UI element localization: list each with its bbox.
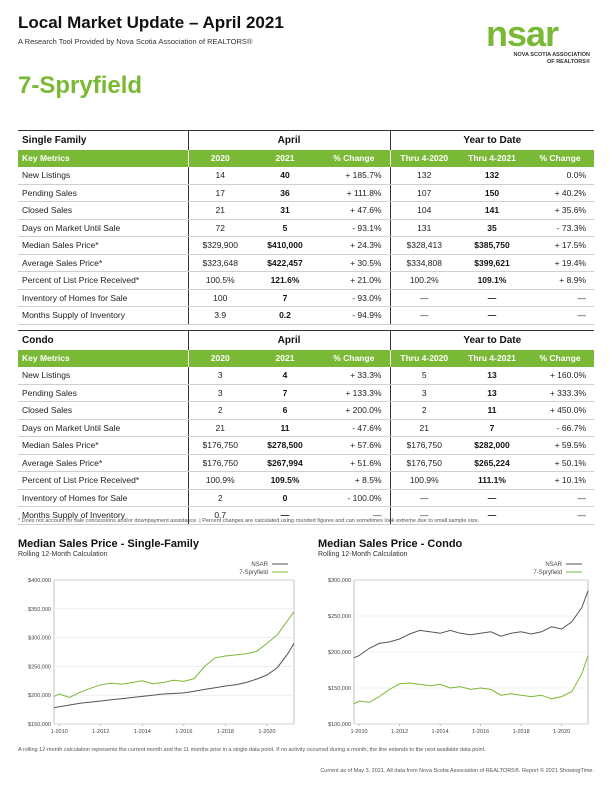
table-row	[18, 219, 594, 237]
metric-value: 141	[458, 202, 526, 220]
metric-value: $329,900	[188, 237, 252, 255]
metric-value: 131	[390, 219, 458, 237]
metric-value: + 111.8%	[318, 184, 390, 202]
col-header: Thru 4-2021	[458, 150, 526, 167]
metric-value: —	[252, 507, 318, 525]
metric-name: Days on Market Until Sale	[18, 219, 188, 237]
table-row	[18, 472, 594, 490]
y-tick-label: $300,000	[28, 635, 51, 642]
metric-value: 2	[188, 402, 252, 420]
metric-value: + 17.5%	[526, 237, 594, 255]
table-row	[18, 384, 594, 402]
col-header: % Change	[318, 150, 390, 167]
metric-value: 13	[458, 367, 526, 385]
chart-title: Median Sales Price - Condo	[318, 538, 463, 550]
metric-value: + 133.3%	[318, 384, 390, 402]
metric-value: - 93.1%	[318, 219, 390, 237]
metric-value: + 8.5%	[318, 472, 390, 490]
metric-value: + 51.6%	[318, 454, 390, 472]
metric-value: + 10.1%	[526, 472, 594, 490]
metric-value: + 21.0%	[318, 272, 390, 290]
metric-value: $176,750	[390, 454, 458, 472]
metric-value: 21	[390, 419, 458, 437]
metric-value: —	[390, 289, 458, 307]
metric-name: Percent of List Price Received*	[18, 472, 188, 490]
x-tick-label: 1-2018	[216, 729, 234, 735]
metric-value: 3	[188, 384, 252, 402]
metric-value: + 200.0%	[318, 402, 390, 420]
metric-value: 6	[252, 402, 318, 420]
metric-value: 0.0%	[526, 167, 594, 185]
y-tick-label: $300,000	[328, 578, 351, 584]
metric-value: 11	[252, 419, 318, 437]
metric-name: Average Sales Price*	[18, 254, 188, 272]
metric-value: 0.7	[188, 507, 252, 525]
metric-value: $422,457	[252, 254, 318, 272]
logo-line-2: OF REALTORS®	[547, 59, 590, 65]
metric-value: $265,224	[458, 454, 526, 472]
metric-value: $176,750	[188, 454, 252, 472]
metric-value: 40	[252, 167, 318, 185]
y-tick-label: $350,000	[28, 606, 51, 613]
metric-value: —	[390, 507, 458, 525]
metric-value: 100	[188, 289, 252, 307]
metric-value: 7	[252, 289, 318, 307]
x-tick-label: 1-2012	[391, 729, 409, 735]
metric-value: 104	[390, 202, 458, 220]
col-header: Key Metrics	[18, 350, 188, 367]
metric-value: —	[526, 289, 594, 307]
y-tick-label: $200,000	[328, 650, 351, 656]
footnote: * Does not account for sale concessions and/or downpayment assistance. | Percent changes are calculated using rounded figures and can sometimes look extreme due to small sample size.	[18, 518, 480, 524]
metric-value: + 30.5%	[318, 254, 390, 272]
y-tick-label: $150,000	[328, 686, 351, 692]
metric-value: 14	[188, 167, 252, 185]
metric-value: 2	[390, 402, 458, 420]
metric-value: + 40.2%	[526, 184, 594, 202]
metric-value: + 59.5%	[526, 437, 594, 455]
metric-value: 109.1%	[458, 272, 526, 290]
metric-value: $267,994	[252, 454, 318, 472]
metric-name: Median Sales Price*	[18, 237, 188, 255]
metric-name: Inventory of Homes for Sale	[18, 489, 188, 507]
logo-line-1: NOVA SCOTIA ASSOCIATION	[513, 52, 590, 58]
group-ytd: Year to Date	[390, 331, 594, 350]
legend-label: 7-Spryfield	[239, 570, 268, 576]
group-month: April	[188, 131, 390, 150]
y-tick-label: $400,000	[28, 578, 51, 584]
metric-value: 21	[188, 202, 252, 220]
metric-value: - 94.9%	[318, 307, 390, 325]
metric-name: Percent of List Price Received*	[18, 272, 188, 290]
metric-name: New Listings	[18, 167, 188, 185]
metric-value: - 73.3%	[526, 219, 594, 237]
series-line-1	[54, 612, 294, 698]
legend-label: 7-Spryfield	[533, 570, 562, 576]
table-row	[18, 272, 594, 290]
metric-value: 3.9	[188, 307, 252, 325]
y-tick-label: $250,000	[28, 664, 51, 671]
y-tick-label: $150,000	[28, 722, 51, 728]
metric-value: 17	[188, 184, 252, 202]
metric-name: New Listings	[18, 367, 188, 385]
report-title: Local Market Update – April 2021	[18, 13, 284, 32]
table-row	[18, 489, 594, 507]
metric-value: - 93.0%	[318, 289, 390, 307]
chart-single-family	[18, 538, 300, 738]
metric-value: - 47.6%	[318, 419, 390, 437]
metric-name: Pending Sales	[18, 184, 188, 202]
table-row	[18, 307, 594, 325]
metric-value: —	[318, 507, 390, 525]
metric-name: Closed Sales	[18, 402, 188, 420]
table-row	[18, 454, 594, 472]
metric-value: —	[526, 307, 594, 325]
table-row	[18, 184, 594, 202]
metric-name: Median Sales Price*	[18, 437, 188, 455]
metric-value: 13	[458, 384, 526, 402]
col-header: Thru 4-2020	[390, 350, 458, 367]
y-tick-label: $200,000	[28, 693, 51, 700]
metric-value: + 333.3%	[526, 384, 594, 402]
x-tick-label: 1-2018	[512, 729, 530, 735]
logo-wordmark: nsar	[486, 13, 559, 54]
metric-value: 3	[188, 367, 252, 385]
col-header: Thru 4-2020	[390, 150, 458, 167]
metric-value: + 57.6%	[318, 437, 390, 455]
col-header: 2020	[188, 350, 252, 367]
metric-value: $399,621	[458, 254, 526, 272]
metric-value: 132	[458, 167, 526, 185]
col-header: 2021	[252, 150, 318, 167]
chart-condo	[318, 538, 600, 738]
group-month: April	[188, 331, 390, 350]
metric-name: Days on Market Until Sale	[18, 419, 188, 437]
metric-value: $278,500	[252, 437, 318, 455]
single-family-table	[18, 130, 594, 325]
chart-subtitle: Rolling 12-Month Calculation	[18, 551, 108, 558]
metric-value: $410,000	[252, 237, 318, 255]
metric-value: —	[390, 489, 458, 507]
metric-value: 100.9%	[188, 472, 252, 490]
metric-value: 2	[188, 489, 252, 507]
metric-value: 3	[390, 384, 458, 402]
metric-value: 100.9%	[390, 472, 458, 490]
x-tick-label: 1-2014	[133, 729, 151, 735]
metric-value: + 50.1%	[526, 454, 594, 472]
metric-value: $282,000	[458, 437, 526, 455]
metric-value: $385,750	[458, 237, 526, 255]
metric-value: 35	[458, 219, 526, 237]
metric-value: - 100.0%	[318, 489, 390, 507]
y-tick-label: $100,000	[328, 722, 351, 728]
metric-value: 132	[390, 167, 458, 185]
metric-value: 72	[188, 219, 252, 237]
metric-value: 36	[252, 184, 318, 202]
metric-value: + 47.6%	[318, 202, 390, 220]
metric-value: $176,750	[390, 437, 458, 455]
report-subtitle: A Research Tool Provided by Nova Scotia Association of REALTORS®	[18, 37, 253, 46]
table-row	[18, 254, 594, 272]
metric-value: + 19.4%	[526, 254, 594, 272]
metric-value: + 450.0%	[526, 402, 594, 420]
x-tick-label: 1-2010	[350, 729, 368, 735]
x-tick-label: 1-2020	[258, 729, 276, 735]
metric-name: Closed Sales	[18, 202, 188, 220]
legend-label: NSAR	[251, 562, 268, 568]
metric-value: + 33.3%	[318, 367, 390, 385]
metric-name: Pending Sales	[18, 384, 188, 402]
metric-value: 31	[252, 202, 318, 220]
x-tick-label: 1-2014	[431, 729, 449, 735]
metric-value: 111.1%	[458, 472, 526, 490]
metric-value: —	[458, 507, 526, 525]
series-line-0	[54, 643, 294, 708]
metric-value: + 160.0%	[526, 367, 594, 385]
col-header: Thru 4-2021	[458, 350, 526, 367]
nsar-logo	[486, 13, 596, 66]
table-row	[18, 419, 594, 437]
section-label: Condo	[18, 331, 188, 350]
metric-value: 121.6%	[252, 272, 318, 290]
y-tick-label: $250,000	[328, 614, 351, 620]
table-row	[18, 167, 594, 185]
series-line-1	[354, 656, 588, 704]
metric-value: —	[458, 489, 526, 507]
chart-svg	[18, 560, 300, 738]
col-header: % Change	[526, 350, 594, 367]
metric-name: Inventory of Homes for Sale	[18, 289, 188, 307]
table-row	[18, 402, 594, 420]
metric-name: Months Supply of Inventory	[18, 307, 188, 325]
chart-title: Median Sales Price - Single-Family	[18, 538, 199, 550]
section-label: Single Family	[18, 131, 188, 150]
condo-table	[18, 330, 594, 525]
metric-value: —	[390, 307, 458, 325]
metric-value: $334,808	[390, 254, 458, 272]
metric-value: 7	[252, 384, 318, 402]
metric-value: 5	[390, 367, 458, 385]
metric-value: 0.2	[252, 307, 318, 325]
area-title: 7-Spryfield	[18, 72, 143, 99]
x-tick-label: 1-2016	[472, 729, 490, 735]
metric-value: —	[526, 489, 594, 507]
metric-value: 150	[458, 184, 526, 202]
metric-value: - 66.7%	[526, 419, 594, 437]
col-header: Key Metrics	[18, 150, 188, 167]
metric-value: 4	[252, 367, 318, 385]
metric-value: —	[526, 507, 594, 525]
col-header: % Change	[318, 350, 390, 367]
x-tick-label: 1-2012	[92, 729, 110, 735]
x-tick-label: 1-2010	[50, 729, 68, 735]
metric-value: 5	[252, 219, 318, 237]
metric-value: + 8.9%	[526, 272, 594, 290]
metric-value: 100.2%	[390, 272, 458, 290]
chart-svg	[318, 560, 594, 738]
col-header: 2020	[188, 150, 252, 167]
col-header: % Change	[526, 150, 594, 167]
credit-line: Current as of May 3, 2021. All data from Nova Scotia Association of REALTORS®. Report © 2021 ShowingTime.	[320, 768, 594, 774]
metric-value: $323,648	[188, 254, 252, 272]
metric-value: 7	[458, 419, 526, 437]
metric-value: $176,750	[188, 437, 252, 455]
table-row	[18, 202, 594, 220]
metric-value: —	[458, 289, 526, 307]
metric-value: + 185.7%	[318, 167, 390, 185]
table-row	[18, 237, 594, 255]
metric-value: + 24.3%	[318, 237, 390, 255]
table-row	[18, 367, 594, 385]
metric-value: 109.5%	[252, 472, 318, 490]
series-line-0	[354, 591, 588, 658]
table-row	[18, 289, 594, 307]
metric-value: 21	[188, 419, 252, 437]
chart-subtitle: Rolling 12-Month Calculation	[318, 551, 408, 558]
metric-value: —	[458, 307, 526, 325]
table-row	[18, 437, 594, 455]
rolling-note: A rolling 12-month calculation represents the current month and the 11 months prior in a single data point. If no activity occurred during a month, the line extends to the next available data point.	[18, 747, 486, 753]
metric-value: 0	[252, 489, 318, 507]
metric-value: 100.5%	[188, 272, 252, 290]
group-ytd: Year to Date	[390, 131, 594, 150]
metric-value: 11	[458, 402, 526, 420]
legend-label: NSAR	[545, 562, 562, 568]
metric-value: + 35.6%	[526, 202, 594, 220]
metric-value: $328,413	[390, 237, 458, 255]
metric-value: 107	[390, 184, 458, 202]
metric-name: Average Sales Price*	[18, 454, 188, 472]
x-tick-label: 1-2016	[175, 729, 193, 735]
metric-name: Months Supply of Inventory	[18, 507, 188, 525]
col-header: 2021	[252, 350, 318, 367]
x-tick-label: 1-2020	[553, 729, 571, 735]
